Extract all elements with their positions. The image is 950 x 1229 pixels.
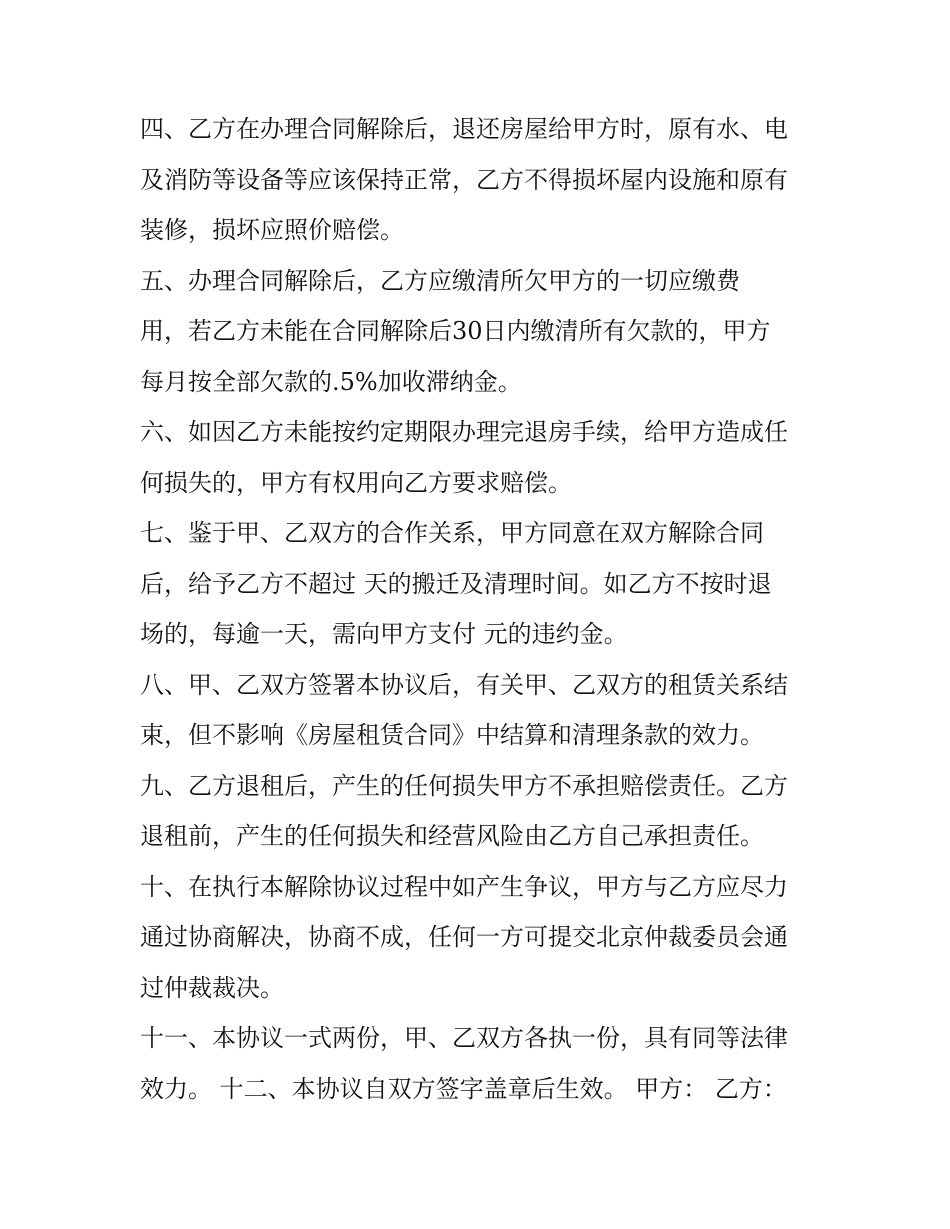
text-line: 五、办理合同解除后，乙方应缴清所欠甲方的一切应缴费 (140, 266, 740, 295)
text-line: 九、乙方退租后，产生的任何损失甲方不承担赔偿责任。乙方 (140, 771, 788, 800)
text-line: 六、如因乙方未能按约定期限办理完退房手续，给甲方造成任 (140, 418, 788, 446)
text-line: 效力。 十二、本协议自双方签字盖章后生效。 甲方： 乙方： (140, 1074, 787, 1103)
text-line: 八、甲、乙双方签署本协议后，有关甲、乙双方的租赁关系结 (140, 670, 788, 699)
text-line: 四、乙方在办理合同解除后，退还房屋给甲方时，原有水、电 (140, 115, 788, 143)
document-page (140, 104, 830, 1114)
text-line: 场的，每逾一天，需向甲方支付 元的违约金。 (140, 620, 628, 648)
text-line: 装修，损坏应照价赔偿。 (140, 216, 404, 244)
text-line: 退租前，产生的任何损失和经营风险由乙方自己承担责任。 (140, 822, 764, 850)
text-line: 通过协商解决，协商不成，任何一方可提交北京仲裁委员会通 (140, 923, 788, 951)
text-line: 束，但不影响《房屋租赁合同》中结算和清理条款的效力。 (140, 721, 764, 749)
text-line: 每月按全部欠款的.5%加收滞纳金。 (140, 367, 522, 396)
text-line: 十、在执行本解除协议过程中如产生争议，甲方与乙方应尽力 (140, 872, 788, 901)
text-line: 何损失的，甲方有权用向乙方要求赔偿。 (140, 468, 572, 497)
text-line: 后，给予乙方不超过 天的搬迁及清理时间。如乙方不按时退 (140, 569, 772, 598)
text-line: 十一、本协议一式两份，甲、乙双方各执一份，具有同等法律 (140, 1024, 788, 1052)
text-line: 用，若乙方未能在合同解除后30日内缴清所有欠款的，甲方 (140, 317, 771, 345)
text-line: 过仲裁裁决。 (140, 973, 284, 1002)
text-line: 及消防等设备等应该保持正常，乙方不得损坏屋内设施和原有 (140, 165, 788, 194)
text-line: 七、鉴于甲、乙双方的合作关系，甲方同意在双方解除合同 (140, 519, 764, 547)
